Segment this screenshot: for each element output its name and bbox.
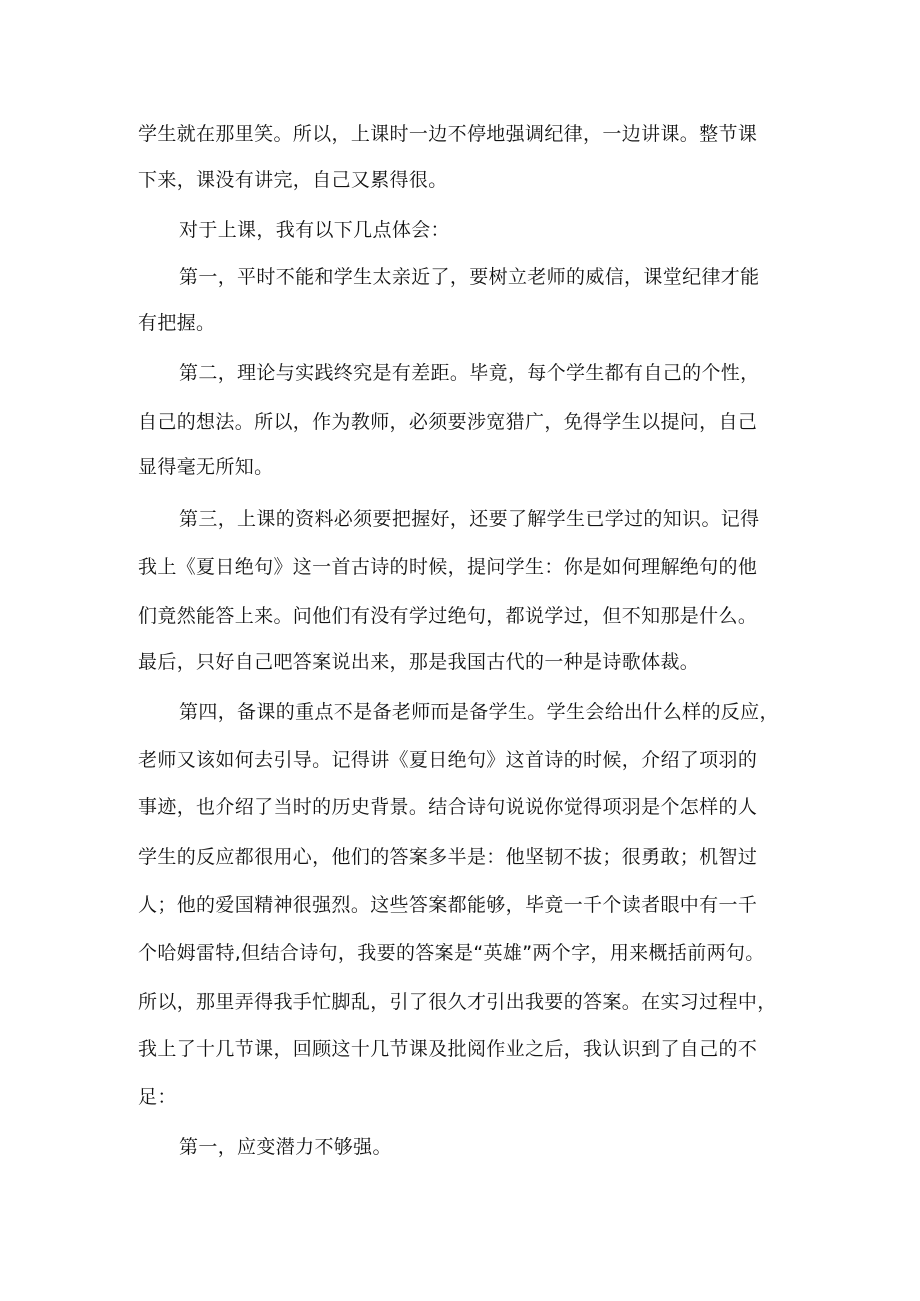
text-line: 有把握。 (138, 312, 216, 334)
paragraph-heading: 对于上课，我有以下几点体会： (179, 219, 450, 241)
text-line: 显得毫无所知。 (138, 456, 274, 478)
text-line: 下来，课没有讲完，自己又累得很。 (138, 169, 448, 191)
text-line: 人；他的爱国精神很强烈。这些答案都能够，毕竟一千个读者眼中有一千 (138, 894, 758, 916)
text-line: 第二，理论与实践终究是有差距。毕竟，每个学生都有自己的个性， (179, 362, 760, 384)
text-line: 足： (138, 1086, 177, 1108)
text-line: 学生的反应都很用心，他们的答案多半是：他坚韧不拔；很勇敢；机智过 (138, 846, 758, 868)
text-line: 个哈姆雷特,但结合诗句，我要的答案是“英雄”两个字，用来概括前两句。 (138, 942, 765, 964)
text-line: 我上《夏日绝句》这一首古诗的时候，提问学生：你是如何理解绝句的他 (138, 556, 758, 578)
text-line: 所以，那里弄得我手忙脚乱，引了很久才引出我要的答案。在实习过程中， (138, 991, 777, 1013)
text-line: 事迹，也介绍了当时的历史背景。结合诗句说说你觉得项羽是个怎样的人 (138, 796, 758, 818)
text-line: 最后，只好自己吧答案说出来，那是我国古代的一种是诗歌体裁。 (138, 651, 700, 673)
text-line: 自己的想法。所以，作为教师，必须要涉宽猎广，免得学生以提问，自己 (138, 411, 758, 433)
text-line: 第一，平时不能和学生太亲近了，要树立老师的威信，课堂纪律才能 (179, 266, 760, 288)
text-line: 老师又该如何去引导。记得讲《夏日绝句》这首诗的时候，介绍了项羽的 (138, 749, 758, 771)
text-line: 第三，上课的资料必须要把握好，还要了解学生已学过的知识。记得 (179, 508, 760, 530)
text-line: 们竟然能答上来。问他们有没有学过绝句，都说学过，但不知那是什么。 (138, 605, 758, 627)
text-line: 第一，应变潜力不够强。 (179, 1136, 392, 1158)
text-line: 我上了十几节课，回顾这十几节课及批阅作业之后，我认识到了自己的不 (138, 1038, 758, 1060)
text-line: 学生就在那里笑。所以，上课时一边不停地强调纪律，一边讲课。整节课 (138, 123, 758, 145)
text-line: 第四，备课的重点不是备老师而是备学生。学生会给出什么样的反应， (179, 701, 779, 723)
